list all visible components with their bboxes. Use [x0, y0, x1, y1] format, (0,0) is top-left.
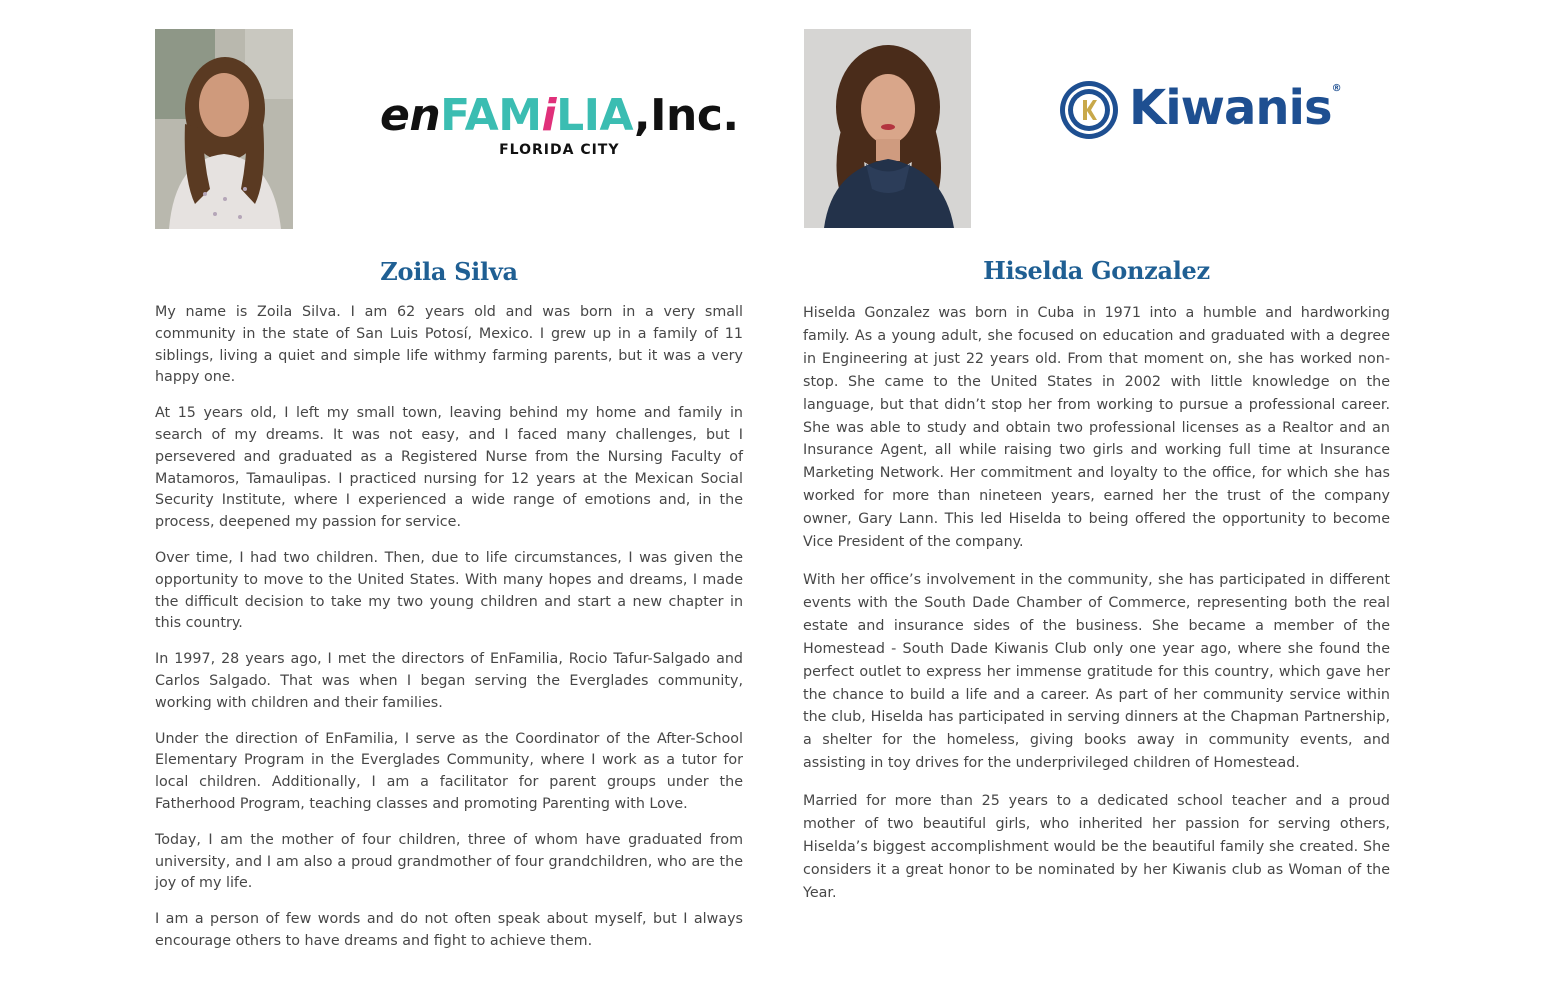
enfamilia-logo-lia: LIA — [556, 90, 634, 141]
bio-paragraph: Today, I am the mother of four children, three of whom have graduated from university, and I am also a proud grandmother of four grandchildren, who are the joy of my life. — [155, 831, 743, 892]
bio-paragraph: Hiselda Gonzalez was born in Cuba in 1971 into a humble and hardworking family. As a young adult, she focused on education and graduated with a degree in Engineering at just 22 years old. From that moment on, she has worked non-stop. She came to the United States in 2002 with little knowledge on the language, but that didn’t stop her from working to pursue a professional career. She was able to study and obtain two professional licenses as a Realtor and an Insurance Agent, all while raising two girls and working full time at Insurance Marketing Network. Her commitment and loyalty to the office, for which she has worked for more than nineteen years, earned her the trust of the company owner, Gary Lann. This led Hiselda to being offered the opportunity to become Vice President of the company. — [803, 305, 1390, 551]
enfamilia-logo-en: en — [380, 90, 441, 141]
zoila-silva-name: Zoila Silva — [380, 257, 518, 286]
enfamilia-logo-inc: ,Inc. — [633, 90, 739, 141]
bio-paragraph: At 15 years old, I left my small town, leaving behind my home and family in search of my dreams. It was not easy, and I faced many challenges, but I persevered and graduated as a Registered Nurse from the Nursing Faculty of Matamoros, Tamaulipas. I practiced nursing for 12 years at the Mexican Social Security Institute, where I experienced a wide range of emotions and, in the process, deepened my passion for service. — [155, 405, 743, 531]
bio-paragraph: Under the direction of EnFamilia, I serve as the Coordinator of the After-School Elementary Program in the Everglades Community, where I work as a tutor for local children. Additionally, I am a facilitator for parent groups under the Fatherhood Program, teaching classes and promoting Parenting with Love. — [155, 730, 743, 812]
bio-paragraph: In 1997, 28 years ago, I met the directors of EnFamilia, Rocio Tafur-Salgado and Carlos Salgado. That was when I began serving the Everglades community, working with children and their families. — [155, 651, 743, 711]
enfamilia-logo-i: i — [541, 90, 557, 141]
bio-paragraph: Over time, I had two children. Then, due to life circumstances, I was given the opportunity to move to the United States. With many hopes and dreams, I made the difficult decision to take my two young children and start a new chapter in this country. — [155, 549, 743, 632]
registered-mark: ® — [1331, 83, 1341, 94]
kiwanis-emblem-icon — [1059, 80, 1119, 140]
kiwanis-logo-word: Kiwanis — [1129, 80, 1332, 136]
zoila-silva-bio — [155, 302, 743, 967]
enfamilia-wordmark — [380, 90, 739, 141]
enfamilia-logo-location: FLORIDA CITY — [499, 142, 620, 158]
enfamilia-logo-fam: FAM — [440, 90, 542, 141]
hiselda-gonzalez-bio — [803, 302, 1390, 920]
bio-paragraph: I am a person of few words and do not often speak about myself, but I always encourage others to have dreams and fight to achieve them. — [155, 911, 743, 949]
bio-paragraph: My name is Zoila Silva. I am 62 years old and was born in a very small community in the state of San Luis Potosí, Mexico. I grew up in a family of 11 siblings, living a quiet and simple life withmy farming parents, but it was a very happy one. — [155, 304, 743, 386]
kiwanis-wordmark — [1129, 80, 1341, 136]
hiselda-gonzalez-photo — [804, 29, 971, 228]
kiwanis-logo — [1059, 80, 1389, 144]
bio-paragraph: Married for more than 25 years to a dedicated school teacher and a proud mother of two beautiful girls, who inherited her passion for serving others, Hiselda’s biggest accomplishment would be the beautiful family she created. She considers it a great honor to be nominated by her Kiwanis club as Woman of the Year. — [803, 793, 1390, 901]
enfamilia-logo — [380, 90, 739, 158]
hiselda-gonzalez-name: Hiselda Gonzalez — [983, 256, 1210, 285]
zoila-silva-photo — [155, 29, 293, 229]
bio-paragraph: With her office’s involvement in the community, she has participated in different events with the South Dade Chamber of Commerce, representing both the real estate and insurance sides of the business. She became a member of the Homestead - South Dade Kiwanis Club only one year ago, where she found the perfect outlet to express her immense gratitude for this country, which gave her the chance to build a life and a career. As part of her community service within the club, Hiselda has participated in serving dinners at the Chapman Partnership, a shelter for the homeless, giving books away in community events, and assisting in toy drives for the underprivileged children of Homestead. — [803, 571, 1390, 772]
